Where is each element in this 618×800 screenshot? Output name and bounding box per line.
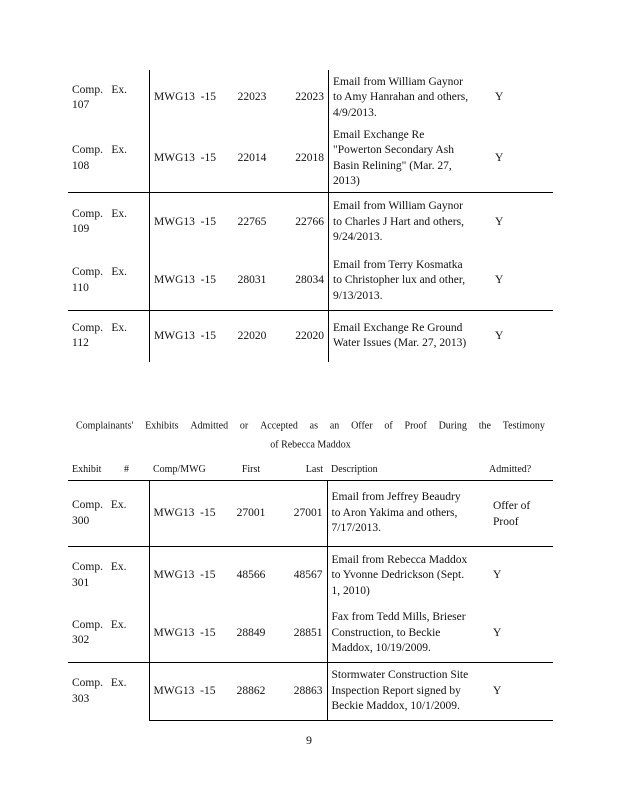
- description-line: Email from Rebecca Maddox: [331, 553, 468, 566]
- caption-word: the: [478, 420, 491, 432]
- description-line: to Yvonne Dedrickson (Sept.: [331, 569, 465, 581]
- last-page-cell: 22018: [276, 126, 329, 192]
- description-line: to Aron Yakima and others,: [331, 506, 458, 519]
- exhibit-number: 300: [72, 514, 90, 527]
- description-line: Email from William Gaynor: [333, 200, 463, 212]
- description-line: Construction, to Beckie: [331, 626, 441, 639]
- table-row: [68, 70, 553, 126]
- description-line: Inspection Report signed by: [331, 684, 461, 697]
- first-page-cell: 27001: [227, 481, 275, 547]
- first-page-cell: 22023: [237, 91, 267, 104]
- exhibit-number: 110: [72, 281, 89, 294]
- table-row: [68, 547, 553, 605]
- description-line: Stormwater Construction Site: [331, 669, 469, 682]
- exhibit-prefix: Comp.: [72, 83, 103, 96]
- exhibits-table-continued: [68, 70, 553, 362]
- comp-code: MWG13: [154, 215, 195, 228]
- description-line: Email Exchange Re Ground: [333, 321, 463, 334]
- description-cell: [327, 663, 485, 721]
- description-line: to Amy Hanrahan and others,: [333, 91, 469, 104]
- description-line: Maddox, 10/19/2009.: [331, 642, 431, 654]
- header-admitted: Admitted?: [489, 464, 532, 476]
- exhibit-line: [72, 207, 149, 223]
- admitted-cell: Y: [485, 547, 553, 605]
- header-exhibit-label: Exhibit: [72, 464, 102, 476]
- description-cell: [327, 547, 485, 605]
- caption-word: of: [384, 420, 393, 432]
- exhibit-abbrev: Ex.: [110, 561, 127, 574]
- exhibit-number: 108: [72, 159, 90, 172]
- exhibit-prefix: Comp.: [72, 618, 103, 631]
- comp-code: MWG13: [153, 626, 195, 639]
- description-line: to Christopher lux and other,: [333, 274, 466, 286]
- exhibit-line: [72, 676, 149, 692]
- exhibit-abbrev: Ex.: [111, 83, 127, 96]
- exhibit-cell: [68, 605, 149, 663]
- comp-code: MWG13: [153, 569, 195, 581]
- comp-code: MWG13: [154, 274, 195, 286]
- exhibit-cell: [68, 481, 149, 547]
- description-cell: [329, 126, 488, 192]
- description-line: Email from Jeffrey Beaudry: [331, 491, 461, 504]
- comp-mwg-cell: [150, 192, 229, 252]
- comp-suffix: -15: [200, 215, 216, 228]
- last-page-cell: 22020: [276, 310, 329, 362]
- admitted-cell: Offer of Proof: [485, 481, 553, 547]
- comp-suffix: -15: [200, 329, 216, 342]
- exhibit-prefix: Comp.: [72, 499, 103, 511]
- exhibit-abbrev: Ex.: [110, 499, 127, 511]
- last-page-cell: 22023: [276, 70, 329, 126]
- exhibit-prefix: Comp.: [72, 677, 103, 690]
- table-row: [68, 252, 553, 310]
- first-page-cell: 22014: [237, 152, 267, 164]
- exhibit-abbrev: Ex.: [111, 266, 127, 279]
- exhibit-line: [72, 618, 149, 634]
- caption-line-1: [68, 417, 553, 436]
- description-line: 2013): [333, 175, 360, 188]
- first-page-cell: 22020: [228, 310, 276, 362]
- first-page-cell: 28031: [237, 274, 267, 286]
- caption-word: Complainants': [76, 420, 134, 432]
- exhibit-abbrev: Ex.: [111, 207, 127, 220]
- exhibit-cell: [68, 70, 150, 126]
- header-comp: Comp/MWG: [153, 464, 206, 476]
- caption-word: as: [309, 420, 318, 432]
- caption-line-2: of Rebecca Maddox: [270, 439, 351, 451]
- exhibit-line: [72, 321, 149, 337]
- exhibit-abbrev: Ex.: [111, 321, 127, 334]
- first-page-cell: 48566: [227, 547, 275, 605]
- exhibit-number: 302: [72, 634, 90, 647]
- description-line: Basin Relining" (Mar. 27,: [333, 159, 452, 172]
- caption-word: Admitted: [190, 420, 229, 432]
- comp-suffix: -15: [200, 274, 216, 286]
- description-cell: [329, 192, 488, 252]
- caption-word: Accepted: [260, 420, 298, 432]
- caption-word: Testimony: [502, 420, 545, 432]
- exhibit-line: [72, 143, 149, 159]
- exhibit-line: [72, 83, 149, 99]
- comp-suffix: -15: [200, 569, 216, 581]
- exhibit-prefix: Comp.: [72, 266, 103, 279]
- exhibit-number: 107: [72, 99, 90, 111]
- caption-word: Offer: [351, 420, 373, 432]
- description-cell: [329, 70, 488, 126]
- comp-mwg-cell: [150, 310, 229, 362]
- admitted-cell: Y: [487, 192, 553, 252]
- first-page-cell: 22765: [228, 192, 276, 252]
- table-row: [68, 310, 553, 362]
- caption-word: During: [438, 420, 467, 432]
- exhibit-cell: [68, 663, 149, 721]
- header-number-label: #: [124, 464, 129, 476]
- exhibit-line: [72, 498, 149, 514]
- table-row: [68, 126, 553, 192]
- description-line: to Charles J Hart and others,: [333, 215, 464, 228]
- comp-mwg-cell: [149, 547, 227, 605]
- last-page-cell: 48567: [275, 547, 327, 605]
- comp-code: MWG13: [154, 152, 195, 164]
- admitted-cell: Y: [495, 152, 504, 164]
- description-cell: [327, 605, 485, 663]
- description-line: "Powerton Secondary Ash: [333, 144, 454, 157]
- admitted-cell: Y: [485, 663, 553, 721]
- table-row: [68, 192, 553, 252]
- header-first: First: [241, 464, 261, 476]
- table-row: [68, 605, 553, 663]
- caption-word: Proof: [404, 420, 427, 432]
- admitted-cell: Y: [493, 626, 502, 639]
- exhibit-abbrev: Ex.: [110, 618, 127, 631]
- exhibit-number: 303: [72, 692, 90, 705]
- comp-code: MWG13: [154, 329, 195, 342]
- description-line: Beckie Maddox, 10/1/2009.: [331, 700, 460, 713]
- exhibit-prefix: Comp.: [72, 561, 103, 574]
- exhibit-cell: [68, 192, 150, 252]
- description-line: 7/17/2013.: [331, 522, 382, 535]
- table-row: [68, 481, 553, 547]
- admitted-cell: Y: [487, 310, 553, 362]
- exhibit-number: 112: [72, 337, 89, 350]
- last-page-cell: 28851: [275, 605, 327, 663]
- first-page-cell: 28862: [227, 663, 275, 721]
- last-page-cell: 22766: [276, 192, 329, 252]
- table-caption: [68, 417, 553, 455]
- exhibit-prefix: Comp.: [72, 321, 103, 334]
- comp-mwg-cell: [149, 605, 227, 663]
- description-line: Email from Terry Kosmatka: [333, 258, 463, 271]
- caption-word: Exhibits: [145, 420, 179, 432]
- admitted-cell: Y: [495, 91, 504, 104]
- exhibit-abbrev: Ex.: [110, 677, 127, 690]
- table-header-row: [68, 460, 553, 481]
- description-line: 1, 2010): [331, 584, 370, 597]
- description-line: Fax from Tedd Mills, Brieser: [331, 611, 466, 623]
- exhibit-cell: [68, 252, 150, 310]
- last-page-cell: 27001: [275, 481, 327, 547]
- exhibit-cell: [68, 310, 150, 362]
- exhibit-line: [72, 265, 149, 281]
- comp-mwg-cell: [150, 126, 229, 192]
- table-row: [68, 663, 553, 721]
- comp-mwg-cell: [149, 481, 227, 547]
- last-page-cell: 28034: [276, 252, 329, 310]
- description-line: Email from William Gaynor: [333, 75, 463, 88]
- caption-word: or: [239, 420, 249, 432]
- comp-code: MWG13: [153, 506, 195, 519]
- comp-suffix: -15: [200, 626, 216, 639]
- description-cell: [327, 481, 485, 547]
- comp-code: MWG13: [153, 684, 195, 697]
- caption-word: an: [329, 420, 340, 432]
- description-line: 4/9/2013.: [333, 106, 377, 119]
- description-line: 9/13/2013.: [333, 289, 383, 302]
- header-description: Description: [331, 464, 378, 476]
- comp-mwg-cell: [150, 70, 229, 126]
- exhibit-number: 109: [72, 223, 90, 236]
- first-page-cell: 28849: [236, 626, 266, 639]
- comp-code: MWG13: [154, 91, 195, 104]
- comp-mwg-cell: [150, 252, 229, 310]
- description-cell: [329, 252, 488, 310]
- header-last: Last: [305, 464, 323, 476]
- page-number: 9: [306, 733, 312, 747]
- exhibit-prefix: Comp.: [72, 207, 103, 220]
- exhibit-prefix: Comp.: [72, 144, 103, 157]
- comp-mwg-cell: [149, 663, 227, 721]
- comp-suffix: -15: [200, 506, 216, 519]
- admitted-cell: Y: [495, 274, 504, 286]
- exhibit-line: [72, 560, 149, 576]
- maddox-exhibits-table: [68, 460, 553, 721]
- exhibit-number: 301: [72, 576, 90, 589]
- exhibit-cell: [68, 547, 149, 605]
- exhibit-cell: [68, 126, 150, 192]
- exhibit-abbrev: Ex.: [111, 144, 127, 157]
- description-line: Email Exchange Re: [333, 128, 425, 141]
- description-line: Water Issues (Mar. 27, 2013): [333, 337, 467, 350]
- comp-suffix: -15: [200, 91, 216, 104]
- last-page-cell: 28863: [275, 663, 327, 721]
- description-cell: [329, 310, 488, 362]
- description-line: 9/24/2013.: [333, 231, 383, 243]
- comp-suffix: -15: [200, 684, 216, 697]
- header-exhibit: [68, 460, 149, 481]
- comp-suffix: -15: [200, 152, 216, 164]
